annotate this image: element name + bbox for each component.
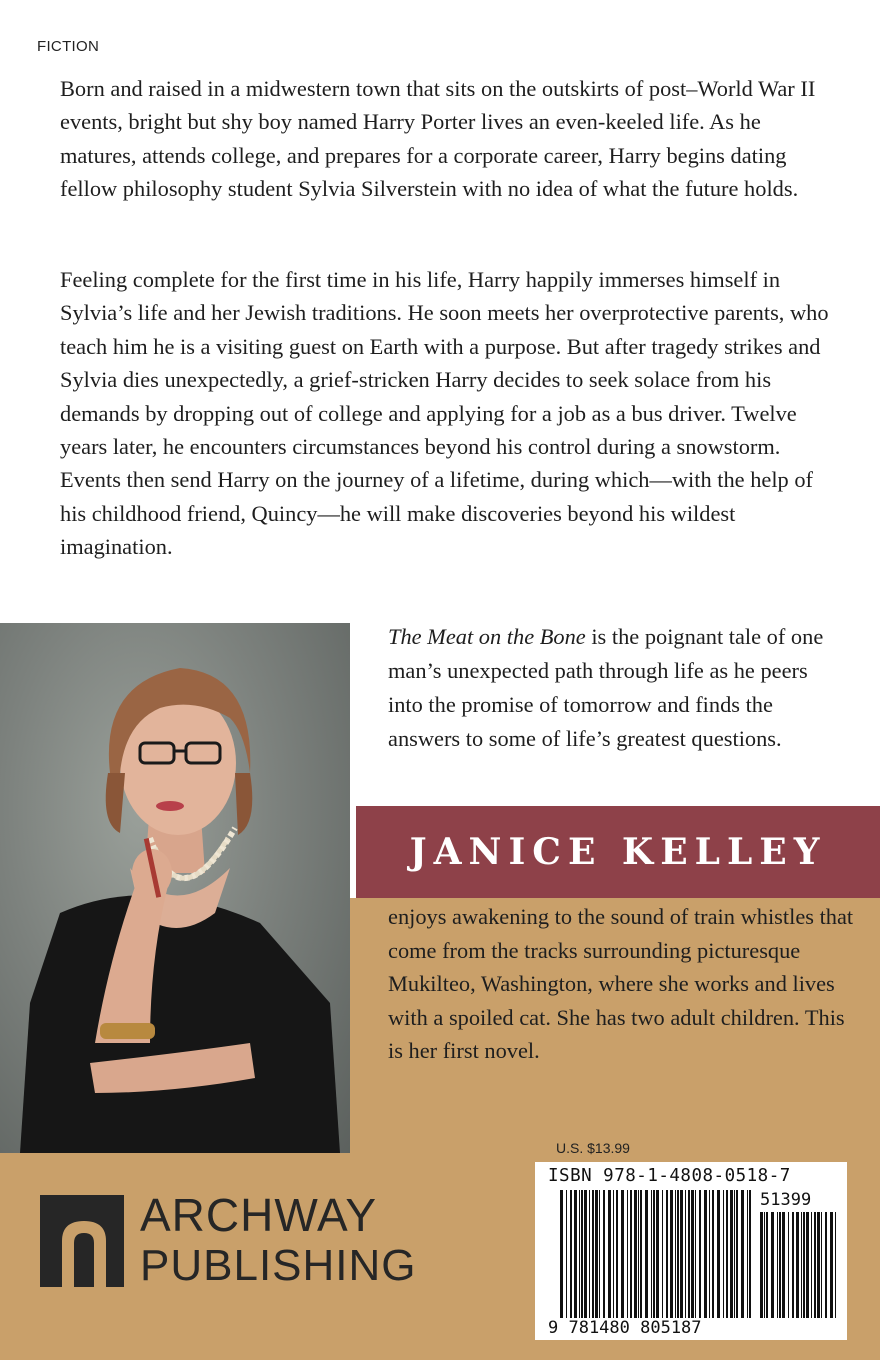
genre-label: FICTION (37, 38, 100, 55)
book-title: The Meat on the Bone (388, 624, 586, 649)
addon-barcode (760, 1212, 838, 1318)
synopsis-paragraph-3-text: is the poignant tale of one man’s unexpected path through life as he peers into the promise of tomorrow and finds the answers to some of life’s greatest questions. (388, 624, 824, 751)
synopsis-paragraph-2: Feeling complete for the first time in his life, Harry happily immerses himself in Sylvia’s life and her Jewish traditions. He soon meets her overprotective parents, who teach him he is a visiting guest on Earth with a purpose. But after tragedy strikes and Sylvia dies unexpectedly, a grief-stricken Harry decides to seek solace from his demands by dropping out of college and applying for a job as a bus driver. Twelve years later, he encounters circumstances beyond his control during a snowstorm. Events then send Harry on the journey of a lifetime, during which—with the help of his childhood friend, Quincy—he will make discoveries beyond his wildest imagination. (60, 267, 829, 560)
author-bio: enjoys awakening to the sound of train whistles that come from the tracks surrounding picturesque Mukilteo, Washington, where she works and lives with a spoiled cat. She has two adult children. This is her first novel. (388, 904, 854, 1063)
author-name: JANICE KELLEY (409, 831, 827, 873)
synopsis-paragraph-1: Born and raised in a midwestern town that sits on the outskirts of post–World War II events, bright but shy boy named Harry Porter lives an even-keeled life. As he matures, attends college, and prepares for a corporate career, Harry begins dating fellow philosophy student Sylvia Silverstein with no idea of what the future holds. (60, 76, 816, 202)
publisher-name-line1: ARCHWAY (140, 1189, 377, 1241)
barcode-digits: 9 781480 805187 (548, 1318, 702, 1338)
isbn-text: ISBN 978-1-4808-0518-7 (548, 1166, 791, 1186)
synopsis-paragraph-3 (388, 620, 848, 756)
author-portrait-illustration (0, 623, 350, 1153)
author-photo (0, 623, 350, 1153)
addon-code: 51399 (760, 1190, 812, 1210)
publisher-name-line2: PUBLISHING (140, 1241, 417, 1290)
main-barcode (560, 1190, 752, 1318)
author-name-bar (356, 806, 880, 898)
price-label: U.S. $13.99 (556, 1140, 630, 1156)
archway-logo-icon (40, 1195, 124, 1287)
